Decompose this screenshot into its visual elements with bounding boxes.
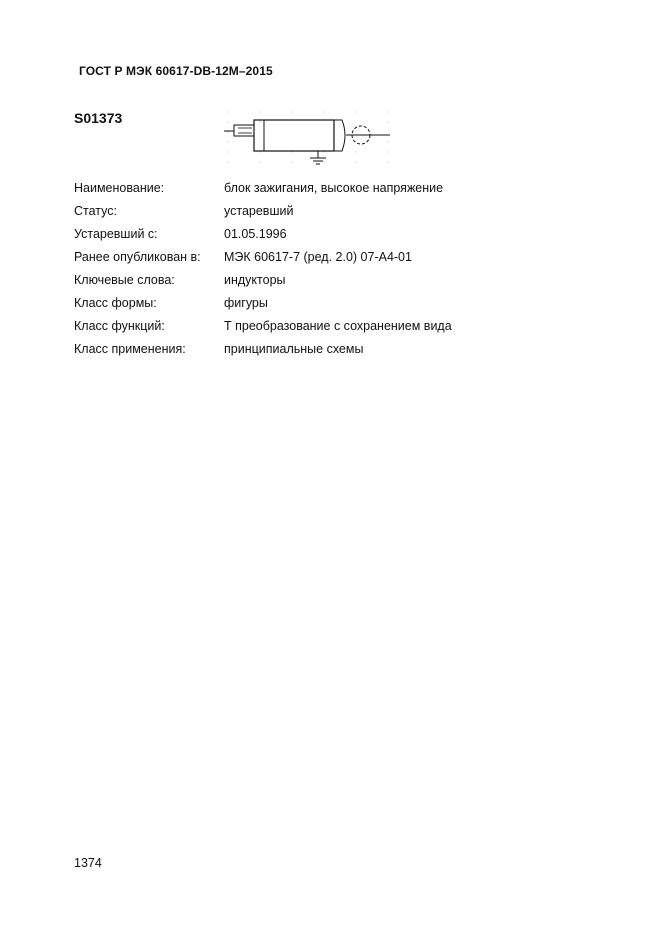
property-value: фигуры <box>224 296 268 310</box>
property-value: МЭК 60617-7 (ред. 2.0) 07-А4-01 <box>224 250 412 264</box>
property-row <box>74 273 452 296</box>
page-number: 1374 <box>74 856 102 870</box>
property-row <box>74 250 452 273</box>
property-key: Ранее опубликован в: <box>74 250 201 264</box>
property-value: Т преобразование с сохранением вида <box>224 319 452 333</box>
property-row <box>74 181 452 204</box>
property-value: индукторы <box>224 273 286 287</box>
document-header: ГОСТ Р МЭК 60617-DB-12М–2015 <box>79 64 273 78</box>
property-key: Класс применения: <box>74 342 186 356</box>
property-row <box>74 227 452 250</box>
property-value: принципиальные схемы <box>224 342 364 356</box>
ignition-unit-symbol-icon <box>224 106 396 172</box>
property-key: Ключевые слова: <box>74 273 175 287</box>
property-key: Класс формы: <box>74 296 157 310</box>
property-row <box>74 296 452 319</box>
property-key: Наименование: <box>74 181 165 195</box>
property-key: Статус: <box>74 204 117 218</box>
property-key: Устаревший с: <box>74 227 158 241</box>
property-value: блок зажигания, высокое напряжение <box>224 181 444 195</box>
property-value: устаревший <box>224 204 294 218</box>
property-row <box>74 319 452 342</box>
property-value: 01.05.1996 <box>224 227 287 241</box>
symbol-code: S01373 <box>74 110 123 126</box>
properties-table <box>74 181 452 365</box>
property-key: Класс функций: <box>74 319 165 333</box>
property-row <box>74 204 452 227</box>
property-row <box>74 342 452 365</box>
